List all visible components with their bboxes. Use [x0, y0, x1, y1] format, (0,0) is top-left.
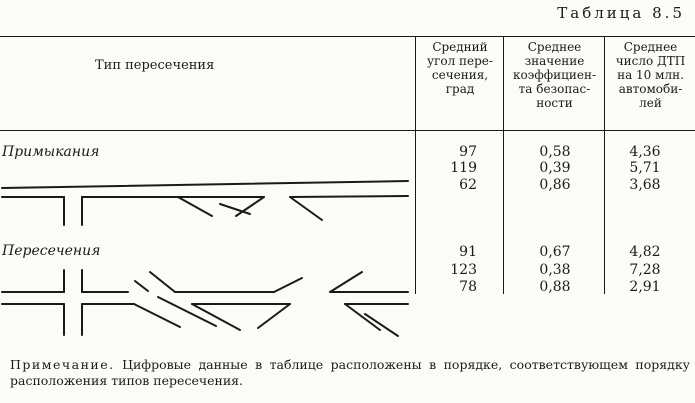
header-line: угол пере- — [427, 54, 493, 68]
angle-value: 97 — [459, 144, 477, 160]
header-line: град — [445, 82, 475, 96]
coefficient-value: 0,67 — [539, 244, 571, 260]
header-line: автомоби- — [618, 82, 683, 96]
table-note — [10, 357, 690, 389]
angle-value: 62 — [459, 177, 477, 193]
note-text: Цифровые данные в таблице расположены в порядке, соответствующем порядку расположения типов пересечения. — [10, 357, 690, 388]
accidents-value: 4,82 — [629, 244, 661, 260]
column-header-type: Тип пересечения — [95, 58, 215, 73]
header-line: та безопас- — [518, 82, 591, 96]
accidents-value: 2,91 — [629, 279, 661, 295]
junction-t-schematic — [64, 197, 82, 225]
angle-value: 123 — [450, 262, 477, 278]
accidents-value: 5,71 — [629, 160, 661, 176]
angle-value: 91 — [459, 244, 477, 260]
coefficient-value: 0,88 — [539, 279, 571, 295]
header-line: лей — [639, 96, 662, 110]
angle-value: 78 — [459, 279, 477, 295]
junction-acute-schematic — [236, 197, 322, 220]
angle-value: 119 — [450, 160, 477, 176]
header-line: Средний — [432, 40, 488, 54]
header-line: сечения, — [431, 68, 489, 82]
header-line: значение — [524, 54, 585, 68]
header-line: Среднее — [623, 40, 678, 54]
accidents-value: 4,36 — [629, 144, 661, 160]
header-line: Среднее — [527, 40, 582, 54]
accidents-value: 3,68 — [629, 177, 661, 193]
group-label-junctions: Примыкания — [2, 144, 100, 160]
coefficient-value: 0,38 — [539, 262, 571, 278]
note-label: Примечание. — [10, 357, 115, 372]
crossing-straight-schematic — [64, 270, 82, 335]
coefficient-value: 0,86 — [539, 177, 571, 193]
table-caption: Таблица 8.5 — [557, 4, 685, 22]
junction-road-edges — [2, 181, 408, 197]
crossing-road-edges — [2, 292, 408, 304]
header-line: число ДТП — [615, 54, 686, 68]
crossing-obtuse-schematic — [134, 272, 240, 330]
header-line: на 10 млн. — [617, 68, 684, 82]
coefficient-value: 0,39 — [539, 160, 571, 176]
header-line: коэффициен- — [512, 68, 597, 82]
group-label-crossings: Пересечения — [2, 243, 101, 259]
coefficient-value: 0,58 — [539, 144, 571, 160]
header-line: ности — [536, 96, 573, 110]
accidents-value: 7,28 — [629, 262, 661, 278]
